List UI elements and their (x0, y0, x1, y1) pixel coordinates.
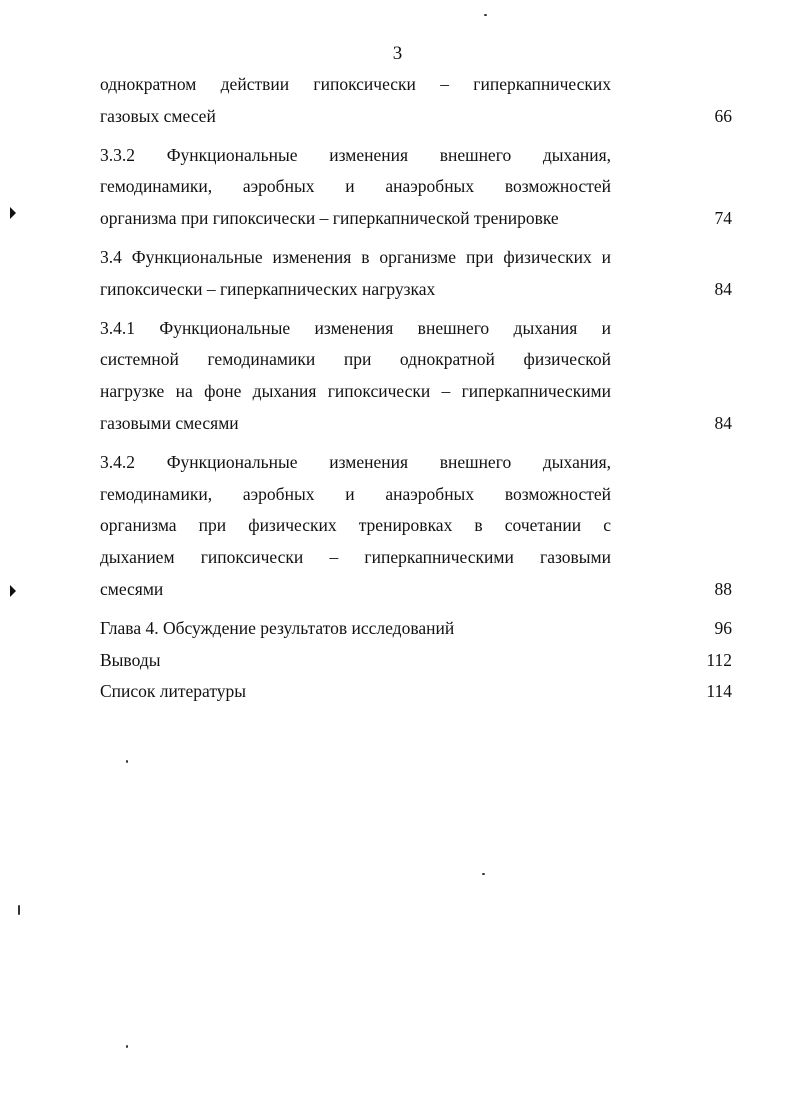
toc-entry-line: смесями (100, 578, 164, 599)
toc-entry (100, 140, 732, 235)
toc-entry-line: дыханием гипоксически – гиперкапническими газовыми (100, 547, 611, 568)
table-of-contents (100, 69, 732, 708)
toc-entry-line: гипоксически – гиперкапнических нагрузках (100, 278, 436, 299)
toc-entry-line: 3.4.1 Функциональные изменения внешнего дыхания и (100, 317, 611, 338)
toc-entry-line: организма при физических тренировках в сочетании с (100, 515, 611, 536)
toc-entry-line: Выводы (100, 649, 161, 670)
toc-page-number: 84 (714, 278, 732, 299)
toc-entry-line: 3.4 Функциональные изменения в организме при физических и (100, 246, 611, 267)
scan-margin-mark (10, 207, 16, 219)
page-number: 3 (392, 43, 403, 64)
toc-entry-line: 3.3.2 Функциональные изменения внешнего дыхания, (100, 144, 611, 165)
scan-speck (482, 873, 485, 875)
toc-entry-line: гемодинамики, аэробных и анаэробных возможностей (100, 483, 611, 504)
toc-entry (100, 613, 732, 645)
toc-entry (100, 313, 732, 440)
toc-page-number: 112 (706, 649, 732, 670)
toc-entry (100, 645, 732, 677)
toc-entry (100, 447, 732, 606)
toc-entry-line: 3.4.2 Функциональные изменения внешнего дыхания, (100, 451, 611, 472)
toc-page-number: 96 (714, 617, 732, 638)
scan-speck (126, 1045, 128, 1048)
scan-margin-mark (10, 585, 16, 597)
toc-page-number: 88 (714, 578, 732, 599)
toc-page-number: 84 (714, 412, 732, 433)
toc-page-number: 74 (714, 208, 732, 229)
scan-speck (484, 14, 487, 16)
toc-entry-line: организма при гипоксически – гиперкапнической тренировке (100, 208, 559, 229)
toc-page-number: 114 (706, 681, 732, 702)
toc-entry-line: газовыми смесями (100, 412, 239, 433)
toc-entry (100, 242, 732, 306)
toc-entry-line: однократном действии гипоксически – гиперкапнических (100, 74, 611, 94)
toc-entry-line: газовых смесей (100, 105, 216, 126)
toc-entry (100, 676, 732, 708)
toc-page-number: 66 (714, 105, 732, 126)
scan-speck (126, 760, 128, 763)
scan-speck (18, 905, 20, 915)
toc-entry (100, 69, 732, 133)
toc-entry-line: системной гемодинамики при однократной физической (100, 349, 611, 370)
toc-entry-line: Глава 4. Обсуждение результатов исследований (100, 617, 455, 638)
toc-entry-line: нагрузке на фоне дыхания гипоксически – гиперкапническими (100, 381, 611, 402)
toc-entry-line: Список литературы (100, 681, 247, 702)
toc-entry-line: гемодинамики, аэробных и анаэробных возможностей (100, 176, 611, 197)
